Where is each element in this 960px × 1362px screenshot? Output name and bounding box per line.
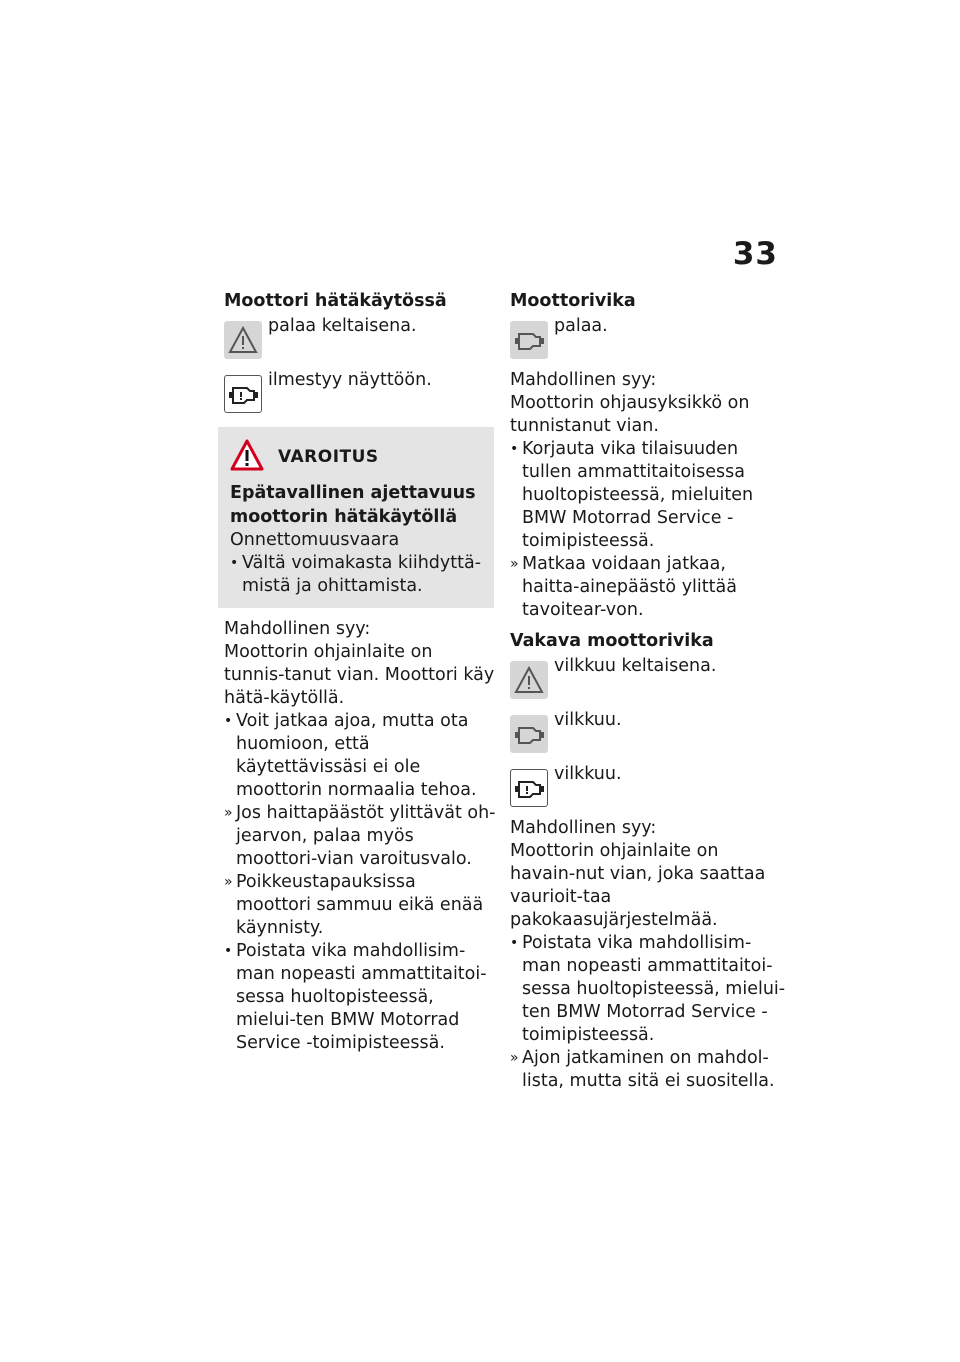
list-item: » Ajon jatkaminen on mahdol-lista, mutta sitä ei suositella. (510, 1048, 775, 1091)
cause-label: Mahdollinen syy: (510, 818, 657, 838)
list-item: » Jos haittapäästöt ylittävät oh-jearvon, palaa myös moottori-vian varoitusvalo. (224, 803, 496, 869)
list-item: • Poistata vika mahdollisim-man nopeasti ammattitaitoi-sessa huoltopisteessä, mielui-ten BMW Motorrad Service -toimipisteessä. (224, 941, 487, 1053)
warning-triangle-icon (510, 661, 548, 699)
indicator-row (510, 709, 786, 753)
indicator-row (510, 763, 786, 807)
page-number: 33 (732, 236, 778, 272)
indicator-row (224, 369, 496, 413)
engine-icon (510, 715, 548, 753)
indicator-text: ilmestyy näyttöön. (268, 370, 432, 390)
list-item: • Korjauta vika tilaisuuden tullen ammattitaitoisessa huoltopisteessä, mieluiten BMW Motorrad Service -toimipisteessä. (510, 439, 754, 551)
indicator-text: palaa. (554, 316, 608, 336)
cause-text: Moottorin ohjainlaite on havain-nut vian, joka saattaa vaurioit-taa pakokaasujärjestelmää. (510, 841, 766, 930)
engine-check-icon (224, 375, 262, 413)
indicator-text: palaa keltaisena. (268, 316, 417, 336)
indicator-row (224, 315, 496, 359)
warning-triangle-icon (230, 439, 264, 475)
cause-text: Moottorin ohjainlaite on tunnis-tanut vian. Moottori käy hätä-käytöllä. (224, 642, 495, 708)
section-title-engine-fault: Moottorivika (510, 291, 636, 311)
warning-subtitle: Onnettomuusvaara (230, 530, 400, 550)
warning-box (218, 427, 494, 608)
indicator-text: vilkkuu keltaisena. (554, 656, 717, 676)
warning-label: VAROITUS (278, 447, 379, 467)
engine-check-icon (510, 769, 548, 807)
warning-heading: Epätavallinen ajettavuus moottorin hätäkäytöllä (230, 483, 476, 527)
list-item: • Voit jatkaa ajoa, mutta ota huomioon, että käytettävissäsi ei ole moottorin normaalia tehoa. (224, 711, 477, 800)
warning-list-item: • Vältä voimakasta kiihdyttä-mistä ja ohittamista. (230, 553, 482, 596)
right-column (510, 290, 786, 1093)
section-title-serious-engine-fault: Vakava moottorivika (510, 631, 714, 651)
cause-text: Moottorin ohjausyksikkö on tunnistanut vian. (510, 393, 750, 436)
list-item: • Poistata vika mahdollisim-man nopeasti ammattitaitoi-sessa huoltopisteessä, mielui-ten BMW Motorrad Service -toimipisteessä. (510, 933, 786, 1045)
cause-label: Mahdollinen syy: (224, 619, 371, 639)
indicator-text: vilkkuu. (554, 710, 622, 730)
warning-triangle-icon (224, 321, 262, 359)
indicator-row (510, 315, 786, 359)
section-title-emergency-mode: Moottori hätäkäytössä (224, 291, 447, 311)
cause-label: Mahdollinen syy: (510, 370, 657, 390)
left-column (224, 290, 496, 1055)
indicator-row (510, 655, 786, 699)
engine-icon (510, 321, 548, 359)
list-item: » Matkaa voidaan jatkaa, haitta-ainepäästö ylittää tavoitear-von. (510, 554, 737, 620)
indicator-text: vilkkuu. (554, 764, 622, 784)
list-item: » Poikkeustapauksissa moottori sammuu eikä enää käynnisty. (224, 872, 484, 938)
